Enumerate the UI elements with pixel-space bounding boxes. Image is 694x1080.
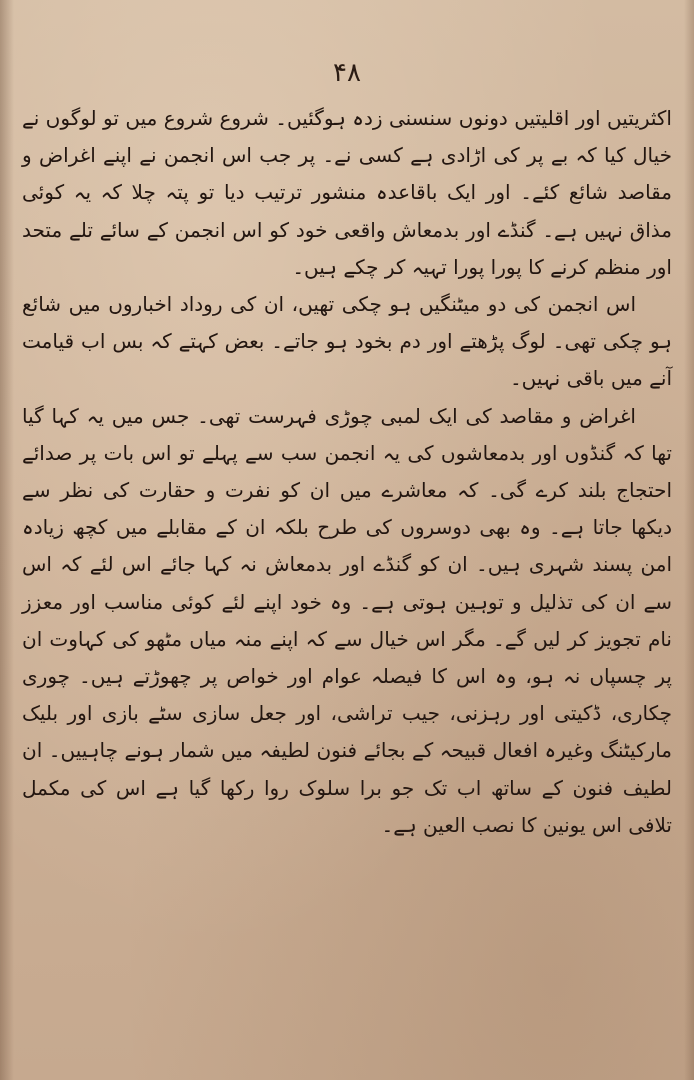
paragraph-3: اغراض و مقاصد کی ایک لمبی چوڑی فہرست تھی۔ جس میں یہ کہا گیا تھا کہ گنڈوں اور بدمعاشوں کی یہ انجمن سب سے پہلے تو اس بات پر صدائے احتجاج بلند کرے گی۔ کہ معاشرے میں ان کو نفرت و حقارت کی نظر سے دیکھا جاتا ہے۔ وہ بھی دوسروں کی طرح بلکہ ان کے مقابلے میں کچھ زیادہ امن پسند شہری ہیں۔ ان کو گنڈے اور بدمعاش نہ کہا جائے اس لئے کہ اس سے ان کی تذلیل و توہین ہوتی ہے۔ وہ خود اپنے لئے کوئی مناسب اور معزز نام تجویز کر لیں گے۔ مگر اس خیال سے کہ اپنے منہ میاں مٹھو کی کہاوت ان پر چسپاں نہ ہو، وہ اس کا فیصلہ عوام اور خواص پر چھوڑتے ہیں۔ چوری چکاری، ڈکیتی اور رہزنی، جیب تراشی، اور جعل سازی سٹے بازی اور بلیک مارکیٹنگ وغیرہ افعال قبیحہ کے بجائے فنون لطیفہ میں شمار ہونے چاہییں۔ ان لطیف فنون کے ساتھ اب تک جو برا سلوک روا رکھا گیا ہے اس کی مکمل تلافی اس یونین کا نصب العین ہے۔ <box>22 403 672 837</box>
page-edge-shadow-right <box>684 0 694 1080</box>
paragraph-1: اکثریتیں اور اقلیتیں دونوں سنسنی زدہ ہوگئیں۔ شروع شروع میں تو لوگوں نے خیال کیا کہ بے پر کی اڑادی ہے کسی نے۔ پر جب اس انجمن نے اپنے اغراض و مقاصد شائع کئے۔ اور ایک باقاعدہ منشور ترتیب دیا تو پتہ چلا کہ یہ کوئی مذاق نہیں ہے۔ گنڈے اور بدمعاش واقعی خود کو اس انجمن کے سائے تلے متحد اور منظم کرنے کا پورا پورا تہیہ کر چکے ہیں۔ <box>22 106 672 279</box>
page-number: ۴۸ <box>333 58 361 88</box>
body-text <box>22 100 672 844</box>
paragraph-2: اس انجمن کی دو میٹنگیں ہو چکی تھیں، ان کی روداد اخباروں میں شائع ہو چکی تھی۔ لوگ پڑھتے اور دم بخود ہو جاتے۔ بعض کہتے کہ بس اب قیامت آنے میں باقی نہیں۔ <box>22 292 672 391</box>
page-edge-shadow-left <box>0 0 14 1080</box>
